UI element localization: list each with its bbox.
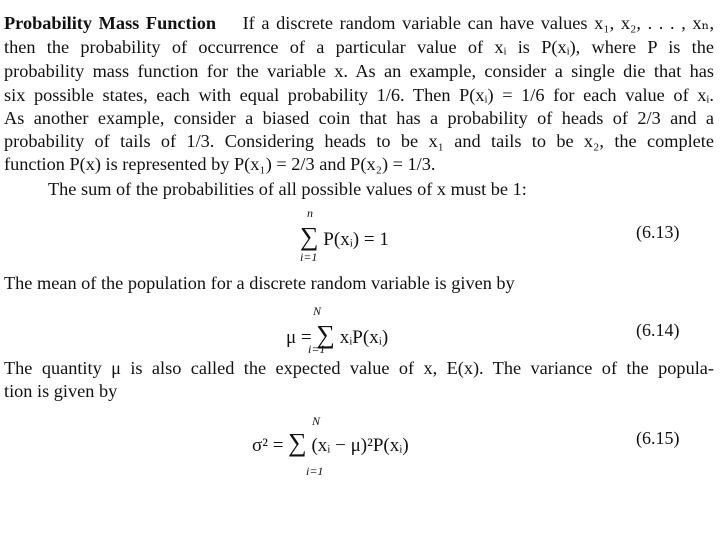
equation-number: (6.15) <box>636 428 680 448</box>
equation-body <box>252 428 409 458</box>
equation-number: (6.14) <box>636 320 680 340</box>
paragraph-line-2: then the probability of occurrence of a particular value of xᵢ is P(xᵢ), where P is the <box>4 37 714 57</box>
line-1-text: If a discrete random variable can have values x₁, x₂, . . . , xₙ, <box>242 13 715 33</box>
paragraph-line-3: probability mass function for the variable x. As an example, consider a single die that has <box>4 61 714 81</box>
quantity-line-1: The quantity μ is also called the expected value of x, E(x). The variance of the popula- <box>4 358 714 378</box>
sum-lower-limit: i=1 <box>300 250 318 264</box>
equation-number: (6.13) <box>636 222 680 242</box>
equation-body <box>300 222 389 252</box>
mean-sentence: The mean of the population for a discrete random variable is given by <box>4 273 515 293</box>
paragraph-line-5: As another example, consider a biased coin that has a probability of heads of 2/3 and a <box>4 108 714 128</box>
equation-expression: P(xᵢ) = 1 <box>323 229 389 250</box>
sum-sentence: The sum of the probabilities of all possible values of x must be 1: <box>48 179 527 199</box>
equation-body <box>286 320 388 350</box>
paragraph-line-7: function P(x) is represented by P(x₁) = 2/3 and P(x₂) = 1/3. <box>4 154 436 174</box>
section-heading: Probability Mass Function <box>4 13 217 33</box>
equation-expression: (xᵢ − μ)²P(xᵢ) <box>311 435 409 456</box>
summation-symbol: ∑ <box>300 222 319 251</box>
paragraph-line-6: probability of tails of 1/3. Considering heads to be x₁ and tails to be x₂, the complete <box>4 131 714 151</box>
sum-upper-limit: n <box>307 206 313 220</box>
summation-symbol: ∑ <box>316 320 335 349</box>
quantity-line-2: tion is given by <box>4 381 118 401</box>
equation-6-13 <box>0 200 720 270</box>
equation-6-15 <box>0 412 720 482</box>
paragraph-line-1 <box>4 12 714 34</box>
equation-expression: xᵢP(xᵢ) <box>339 327 389 348</box>
sum-upper-limit: N <box>313 304 322 318</box>
equation-lhs: μ = <box>286 327 312 348</box>
sum-lower-limit: i=1 <box>308 342 326 356</box>
sum-lower-limit: i=1 <box>306 464 324 478</box>
summation-symbol: ∑ <box>288 428 307 457</box>
paragraph-line-4: six possible states, each with equal probability 1/6. Then P(xᵢ) = 1/6 for each value of xᵢ. <box>4 85 714 105</box>
sum-upper-limit: N <box>312 414 321 428</box>
equation-lhs: σ² = <box>252 435 284 456</box>
